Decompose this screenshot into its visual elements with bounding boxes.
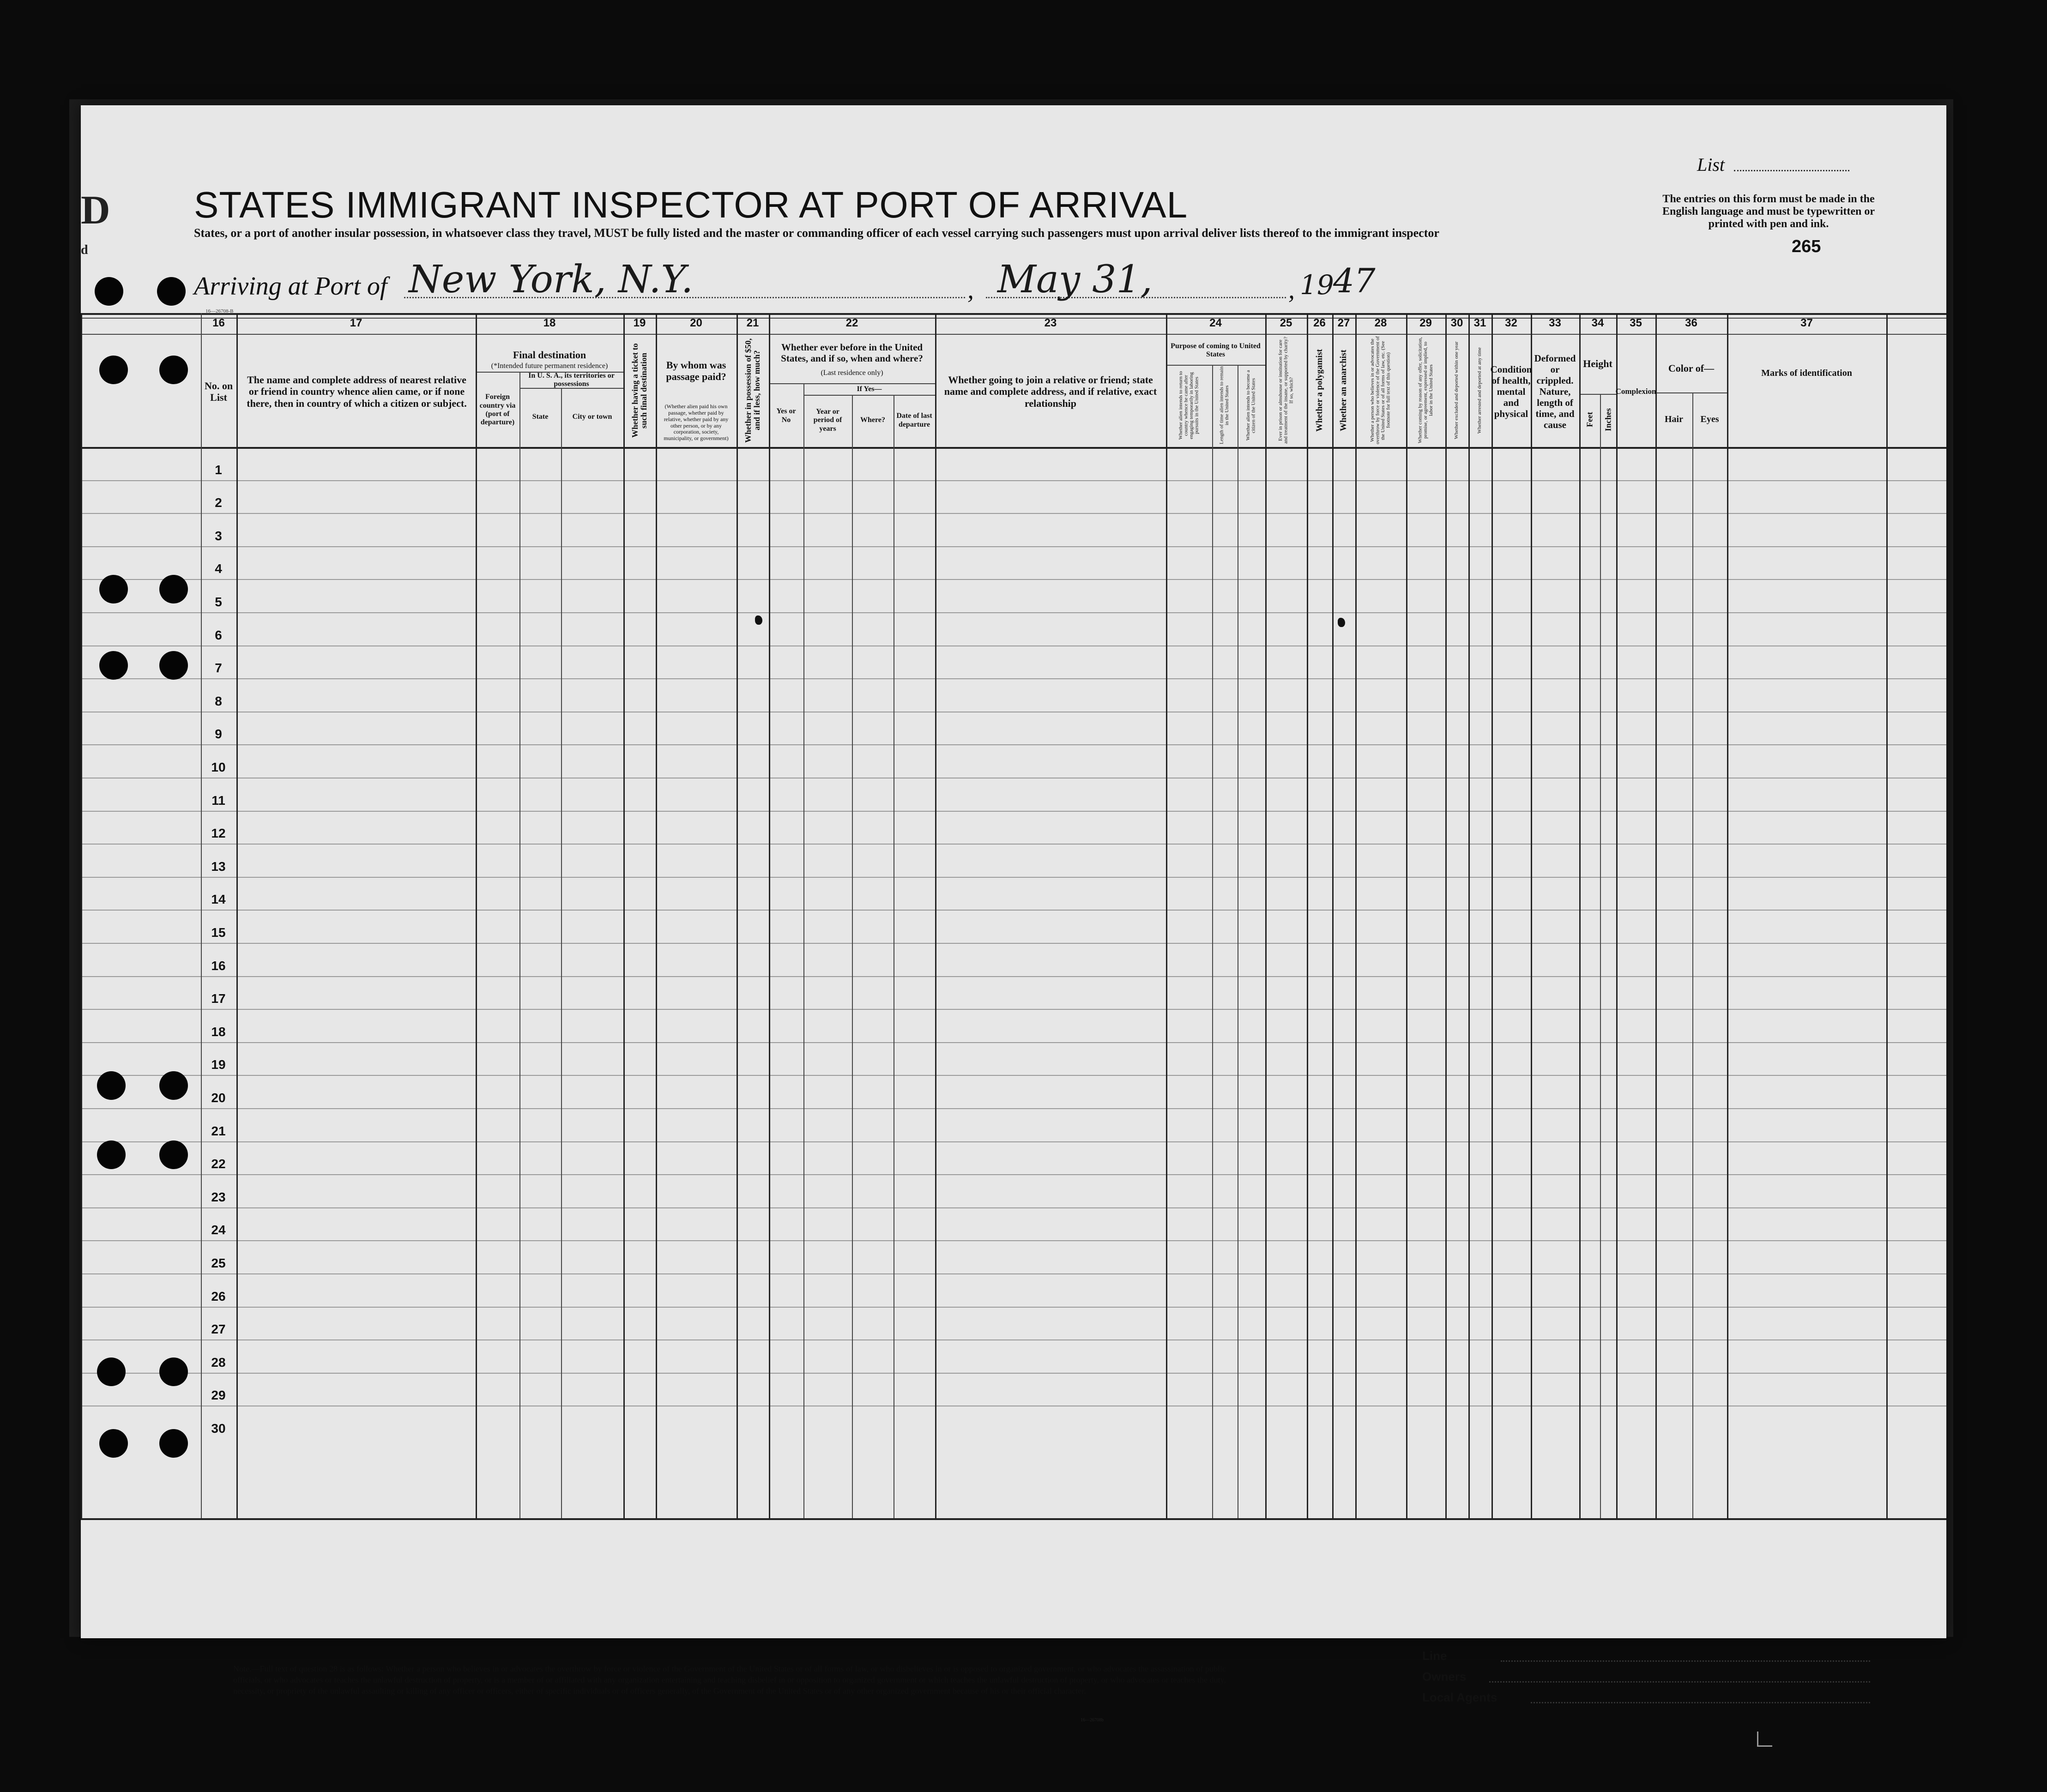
punch-hole <box>97 1071 126 1100</box>
header-ever-before-in-us: Whether ever before in the United States, and if so, when and where? <box>781 341 923 364</box>
header-excluded-deported: Whether excluded and deported within one year <box>1454 341 1460 440</box>
table-row-line <box>81 811 1946 812</box>
year-prefix: 19 <box>1300 269 1334 301</box>
punch-hole <box>159 356 188 384</box>
header-complexion: Complexion <box>1615 387 1656 396</box>
punch-hole <box>99 575 128 603</box>
column-number-34: 34 <box>1591 317 1604 329</box>
row-number: 27 <box>211 1322 226 1337</box>
row-number: 6 <box>215 628 222 642</box>
table-row-line <box>81 612 1946 613</box>
row-number: 28 <box>211 1355 226 1370</box>
header-arrested-deported: Whether arrested and deported at any time <box>1477 347 1483 434</box>
row-number: 29 <box>211 1388 226 1403</box>
column-number-17: 17 <box>350 317 362 329</box>
table-row-line <box>81 1075 1946 1076</box>
row-number: 10 <box>211 760 226 774</box>
header-foreign-country: Foreign country via (port of departure) <box>479 393 516 427</box>
header-date-last-departure: Date of last departure <box>896 412 932 428</box>
punch-hole <box>97 1140 126 1169</box>
header-money: Whether in possession of $50, and if less, how much? <box>743 338 761 443</box>
form-code-top: 16—26708-B <box>205 308 234 314</box>
column-number-20: 20 <box>690 317 702 329</box>
table-row-line <box>81 513 1946 514</box>
row-number: 19 <box>211 1057 226 1072</box>
torn-edge-text <box>81 188 110 258</box>
table-row-line <box>81 1009 1946 1010</box>
row-number: 4 <box>215 561 222 576</box>
local-agents-label: Local Agents <box>1422 1690 1498 1704</box>
header-join-relative: Whether going to join a relative or friend; state name and complete address, and if relative, exact relationship <box>944 374 1157 409</box>
owners-label: Owners <box>1422 1670 1467 1683</box>
header-city-or-town: City or town <box>572 412 612 421</box>
table-row-line <box>81 1240 1946 1241</box>
table-row-line <box>81 546 1946 547</box>
header-year-or-period: Year or period of years <box>813 407 842 433</box>
header-condition-of-health: Condition of health, mental and physical <box>1490 363 1532 420</box>
table-row-line <box>81 1307 1946 1308</box>
punch-hole <box>159 651 188 680</box>
punch-hole <box>157 277 186 306</box>
column-number-35: 35 <box>1630 317 1642 329</box>
column-number-21: 21 <box>746 317 759 329</box>
page-number: 265 <box>1792 237 1821 256</box>
punch-hole <box>95 277 123 306</box>
list-label: List <box>1697 154 1725 175</box>
row-number: 7 <box>215 661 222 676</box>
manifest-page <box>81 105 1946 1723</box>
column-number-27: 27 <box>1337 317 1350 329</box>
punch-hole <box>99 1429 128 1458</box>
row-number: 14 <box>211 892 226 907</box>
header-marks-of-identification: Marks of identification <box>1761 368 1852 378</box>
header-prison-almshouse: Ever in prison or almshouse or institution for care and treatment of the insane, or supported by charity? If so, which? <box>1278 337 1294 444</box>
header-eyes: Eyes <box>1700 414 1719 424</box>
page-subtitle: States, or a port of another insular possession, in whatsoever class they travel, MUST be fully listed and the master or commanding officer of each vessel carrying such passengers must upon arrival deliver lists thereof to the immigrant inspector <box>194 226 1439 240</box>
row-number: 5 <box>215 595 222 609</box>
punch-hole <box>159 1140 188 1169</box>
edge-fragment-letter: D <box>81 188 110 233</box>
header-last-residence: (Last residence only) <box>821 368 883 377</box>
header-passage-paid: By whom was passage paid? <box>666 359 726 382</box>
header-where: Where? <box>860 416 885 424</box>
punch-hole <box>99 651 128 680</box>
table-row-line <box>81 1373 1946 1374</box>
header-nearest-relative: The name and complete address of nearest relative or friend in country whence alien came, or if none there, then in country of which a citizen or subject. <box>247 374 467 409</box>
row-number: 25 <box>211 1256 226 1270</box>
row-number: 23 <box>211 1189 226 1204</box>
date-handwritten[interactable]: May 31, <box>997 258 1153 302</box>
header-height: Height <box>1583 358 1612 370</box>
row-number: 18 <box>211 1024 226 1039</box>
table-row-line <box>81 480 1946 481</box>
header-in-usa: In U. S. A., its territories or possessions <box>528 371 615 388</box>
column-number-37: 37 <box>1800 317 1813 329</box>
table-row-line <box>81 1339 1946 1340</box>
column-number-33: 33 <box>1549 317 1561 329</box>
column-number-36: 36 <box>1685 317 1697 329</box>
owners-field[interactable] <box>1489 1681 1870 1683</box>
header-intends-citizen: Whether alien intends to become a citizen of the United States <box>1245 370 1256 441</box>
column-number-28: 28 <box>1374 317 1387 329</box>
column-number-16: 16 <box>212 317 225 329</box>
table-row-line <box>81 1108 1946 1109</box>
table-row-line <box>81 1207 1946 1208</box>
column-number-26: 26 <box>1313 317 1326 329</box>
punch-hole <box>159 1358 188 1386</box>
row-number: 17 <box>211 991 226 1006</box>
header-color-of: Color of— <box>1668 362 1715 374</box>
header-offer-of-labor: Whether coming by reason of any offer, solicitation, promise, or agreement, expressed or implied, to labor in the United States <box>1417 337 1434 444</box>
row-number: 13 <box>211 859 226 874</box>
header-yes-or-no: Yes or No <box>776 407 796 424</box>
manifest-table <box>81 313 1946 1518</box>
row-number: 1 <box>215 462 222 477</box>
header-polygamist: Whether a polygamist <box>1315 349 1325 432</box>
column-number-32: 32 <box>1505 317 1517 329</box>
column-number-30: 30 <box>1450 317 1463 329</box>
header-question-28: Whether a person who believes in or advocates the overthrow by force or violence of the Government of the United States or of all forms of law, etc. (See footnote for full text of this question) <box>1369 336 1391 445</box>
header-deformed: Deformed or crippled. Nature, length of time, and cause <box>1534 352 1576 431</box>
list-number-field[interactable] <box>1734 170 1849 171</box>
punch-hole <box>159 575 188 603</box>
row-number: 26 <box>211 1289 226 1303</box>
row-number: 24 <box>211 1223 226 1237</box>
arriving-label: Arriving at Port of <box>194 272 387 301</box>
local-agents-field[interactable] <box>1531 1702 1870 1703</box>
header-final-destination-sub: (*Intended future permanent residence) <box>491 362 608 370</box>
row-number: 30 <box>211 1421 226 1436</box>
header-inches: Inches <box>1603 408 1613 431</box>
port-handwritten[interactable]: New York, N.Y. <box>409 258 694 302</box>
punch-hole <box>159 1429 188 1458</box>
row-number: 2 <box>215 495 222 510</box>
column-number-31: 31 <box>1473 317 1486 329</box>
column-number-22: 22 <box>845 317 858 329</box>
table-row-line <box>81 844 1946 845</box>
row-number: 16 <box>211 958 226 973</box>
header-hair: Hair <box>1665 414 1683 424</box>
header-length-of-stay: Length of time alien intends to remain in the United States <box>1219 366 1230 445</box>
table-row-line <box>81 877 1946 878</box>
row-number: 12 <box>211 826 226 841</box>
year-handwritten[interactable]: 47 <box>1333 261 1376 300</box>
row-number: 3 <box>215 528 222 543</box>
header-purpose: Purpose of coming to United States <box>1171 342 1261 358</box>
column-number-18: 18 <box>543 317 556 329</box>
comma-separator-2: , <box>1288 276 1295 304</box>
header-final-destination: Final destination <box>513 349 586 361</box>
table-row-line <box>81 943 1946 944</box>
punch-hole <box>159 1071 188 1100</box>
header-passage-paid-sub: (Whether alien paid his own passage, whether paid by relative, whether paid by any other person, or by any corporation, society, municipality, or government) <box>664 403 729 442</box>
column-number-29: 29 <box>1419 317 1432 329</box>
header-feet: Feet <box>1585 412 1594 427</box>
row-number: 21 <box>211 1123 226 1138</box>
row-number: 8 <box>215 694 222 708</box>
table-row-line <box>81 976 1946 977</box>
row-number: 9 <box>215 727 222 742</box>
header-if-yes: If Yes— <box>857 385 882 393</box>
page-title: STATES IMMIGRANT INSPECTOR AT PORT OF ARRIVAL <box>194 184 1188 225</box>
footnote-question-28: Note.—Full text of question 28 is as follows: Whether a person who believes in or advocates the overthrow by force or violence of the Government of the United States or of all forms of law, or who disbelieves in or is opposed to organized government, or who advocates the assassination of public officials, or who advocates or teaches the unlawful destruction of property, or is a member of or affiliated with any organization entertaining and teaching disbelief in or opposition to organized government or which teaches the unlawful destruction of property, or who advocates or teaches the duty, necessity, or propriety of the unlawful assaulting or killing of any officer or officers, either of specific individuals or of officers generally, of the Government of the United States or of any other organized government because of his or their official character. <box>233 1664 1226 1695</box>
table-row-line <box>81 910 1946 911</box>
row-number: 15 <box>211 925 226 940</box>
line-field[interactable] <box>1501 1660 1870 1662</box>
column-number-25: 25 <box>1280 317 1292 329</box>
table-row-line <box>81 678 1946 679</box>
table-row-line <box>81 1273 1946 1274</box>
edge-fragment-letter-small: d <box>81 242 88 257</box>
header-anarchist: Whether an anarchist <box>1339 350 1349 431</box>
column-number-19: 19 <box>633 317 646 329</box>
row-number: 20 <box>211 1091 226 1105</box>
table-row-line <box>81 1174 1946 1175</box>
header-intends-return: Whether alien intends to return to country whence he came after engaging temporarily in laboring pursuits in the United States <box>1177 371 1200 440</box>
comma-separator: , <box>967 276 974 304</box>
scan-corner-mark <box>1757 1732 1772 1747</box>
punch-hole <box>99 356 128 384</box>
table-row-line <box>81 1042 1946 1043</box>
header-ticket: Whether having a ticket to such final destination <box>630 343 648 438</box>
row-number: 22 <box>211 1157 226 1171</box>
punch-hole <box>97 1358 126 1386</box>
header-state: State <box>532 412 549 421</box>
form-instructions: The entries on this form must be made in the English language and must be typewritten or printed with pen and ink. <box>1662 193 1875 230</box>
column-number-24: 24 <box>1209 317 1222 329</box>
table-row-line <box>81 579 1946 580</box>
header-no-on-list: No. on List <box>204 380 233 403</box>
line-label: Line <box>1422 1649 1447 1663</box>
ink-mark <box>755 615 762 625</box>
table-row-line <box>81 744 1946 745</box>
ink-mark <box>1338 618 1345 627</box>
row-number: 11 <box>211 793 225 808</box>
column-number-23: 23 <box>1044 317 1057 329</box>
table-row-line <box>81 1141 1946 1142</box>
footnote-form-code: 16—26708b <box>1081 1718 1104 1723</box>
